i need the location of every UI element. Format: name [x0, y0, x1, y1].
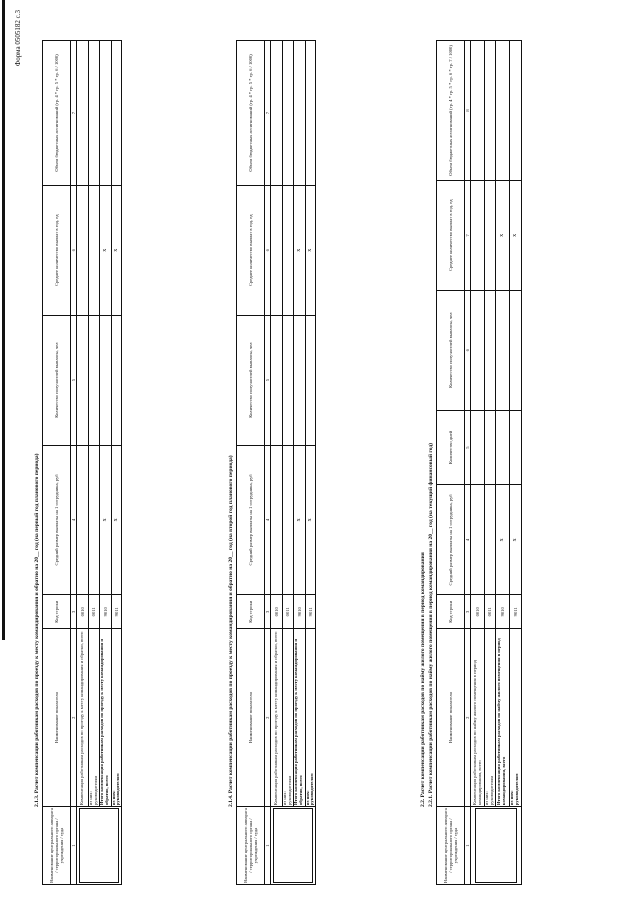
row-label: из них: руководителям — [111, 629, 122, 807]
org-cell[interactable] — [271, 807, 316, 885]
colnum: 7 — [71, 41, 77, 186]
colnum: 3 — [265, 595, 271, 629]
col-header-volume: Объем бюджетных ассигнований (гр. 4 * гр. 5 * гр. 6 / 1000) — [237, 41, 265, 186]
row-code: 0010 — [77, 595, 89, 629]
cell-count[interactable] — [485, 290, 496, 410]
colnum: 5 — [265, 315, 271, 445]
table-row — [89, 41, 100, 885]
cell-avg-per-year[interactable] — [471, 180, 485, 290]
cell-days[interactable] — [471, 410, 485, 485]
cell-volume[interactable] — [111, 41, 122, 186]
cell-count[interactable] — [99, 315, 111, 445]
row-code: 9010 — [293, 595, 305, 629]
col-header-volume: Объем бюджетных ассигнований (гр. 4 * гр. 5 * гр. 6 * гр. 7 / 1000) — [437, 41, 465, 181]
colnum: 4 — [71, 445, 77, 595]
cell-days[interactable] — [509, 410, 521, 485]
cell-volume[interactable] — [485, 41, 496, 181]
cell-volume[interactable] — [293, 41, 305, 186]
row-code: 0011 — [283, 595, 294, 629]
colnum: 1 — [71, 807, 77, 885]
row-label: из них: руководителям — [485, 629, 496, 807]
row-label: Компенсация работникам расходов по найму жилого помещения в период командирования, всего — [471, 629, 485, 807]
col-header-code: Код строки — [437, 595, 465, 629]
section-title-2-2-1: 2.2.1. Расчет компенсации работникам расходов по найму жилого помещения в период командирования на 20__ год (на текущий финансовый год) — [428, 442, 434, 807]
row-code: 9011 — [111, 595, 122, 629]
cell-avg: x — [305, 445, 316, 595]
row-code: 0010 — [271, 595, 283, 629]
col-header-indicator: Наименование показателя — [237, 629, 265, 807]
table-2-1-3 — [42, 40, 122, 885]
table-2-1-4 — [236, 40, 316, 885]
form-number: Форма 0505182 с.3 — [14, 10, 22, 67]
cell-count[interactable] — [293, 315, 305, 445]
cell-avg-per-year: x — [495, 180, 509, 290]
table-row — [283, 41, 294, 885]
col-header-indicator: Наименование показателя — [43, 629, 71, 807]
cell-avg[interactable] — [283, 445, 294, 595]
colnum: 7 — [265, 41, 271, 186]
colnum: 3 — [465, 595, 471, 629]
header-row — [237, 41, 265, 885]
col-header-avg-per-year: Среднее количество выплат в год, ед — [437, 180, 465, 290]
cell-volume[interactable] — [305, 41, 316, 186]
cell-days[interactable] — [495, 410, 509, 485]
cell-avg: x — [111, 445, 122, 595]
cell-avg: x — [293, 445, 305, 595]
colnum: 2 — [265, 629, 271, 807]
cell-count[interactable] — [509, 290, 521, 410]
col-header-volume: Объем бюджетных ассигнований (гр. 4 * гр. 5 * гр. 6 / 1000) — [43, 41, 71, 186]
cell-count[interactable] — [471, 290, 485, 410]
cell-avg: x — [509, 485, 521, 595]
colnum: 5 — [465, 410, 471, 485]
col-header-org: Наименование центрального аппарата / территориального органа / учреждения / суда — [437, 807, 465, 885]
colnum: 2 — [71, 629, 77, 807]
org-cell[interactable] — [471, 807, 522, 885]
colnum: 5 — [71, 315, 77, 445]
cell-count[interactable] — [305, 315, 316, 445]
cell-avg[interactable] — [271, 445, 283, 595]
col-header-org: Наименование центрального аппарата / территориального органа / учреждения / суда — [237, 807, 265, 885]
row-code: 9010 — [495, 595, 509, 629]
colnum: 8 — [465, 41, 471, 181]
cell-avg-per-year: x — [111, 185, 122, 315]
cell-count[interactable] — [271, 315, 283, 445]
colnum: 6 — [265, 185, 271, 315]
row-label: Компенсация работникам расходов по проезду к месту командирования и обратно, всего — [77, 629, 89, 807]
row-code: 0010 — [471, 595, 485, 629]
cell-avg-per-year[interactable] — [89, 185, 100, 315]
row-label: Компенсация работникам расходов по проезду к месту командирования и обратно, всего — [271, 629, 283, 807]
table-row — [509, 41, 521, 885]
col-header-avg-per-year: Среднее количество выплат в год, ед — [237, 185, 265, 315]
colnum: 7 — [465, 180, 471, 290]
cell-avg-per-year[interactable] — [485, 180, 496, 290]
colnum: 4 — [465, 485, 471, 595]
cell-avg-per-year[interactable] — [283, 185, 294, 315]
section-title-2-1-4: 2.1.4. Расчет компенсации работникам расходов по проезду к месту командирования и обратно на 20__ год (на второй год планового периода) — [228, 455, 234, 807]
scan-edge-line — [2, 0, 5, 640]
col-header-avg: Средний размер выплаты на 1 сотрудника, руб — [437, 485, 465, 595]
col-header-avg: Средний размер выплаты на 1 сотрудника, руб — [43, 445, 71, 595]
org-cell[interactable] — [77, 807, 122, 885]
col-header-count: Количество получателей выплаты, чел — [437, 290, 465, 410]
table-2-2-1 — [436, 40, 522, 885]
cell-volume[interactable] — [283, 41, 294, 186]
cell-avg-per-year: x — [99, 185, 111, 315]
cell-avg[interactable] — [77, 445, 89, 595]
cell-avg: x — [99, 445, 111, 595]
table-row — [485, 41, 496, 885]
col-header-count: Количество получателей выплаты, чел — [237, 315, 265, 445]
row-label: Итого компенсация работникам расходов по найму жилого помещения в период командирования, всего — [495, 629, 509, 807]
cell-count[interactable] — [111, 315, 122, 445]
colnum: 3 — [71, 595, 77, 629]
colnum: 1 — [465, 807, 471, 885]
row-label: Итого компенсация работникам расходов по проезду к месту командирования и обратно, всего — [99, 629, 111, 807]
row-label: из них: руководителям — [509, 629, 521, 807]
cell-count[interactable] — [283, 315, 294, 445]
header-row — [437, 41, 465, 885]
cell-days[interactable] — [485, 410, 496, 485]
cell-volume[interactable] — [495, 41, 509, 181]
table-row — [77, 41, 89, 885]
col-header-indicator: Наименование показателя — [437, 629, 465, 807]
cell-avg[interactable] — [471, 485, 485, 595]
row-label: из них: руководителям — [89, 629, 100, 807]
table-row — [293, 41, 305, 885]
cell-volume[interactable] — [89, 41, 100, 186]
cell-count[interactable] — [77, 315, 89, 445]
col-header-avg: Средний размер выплаты на 1 сотрудника, руб — [237, 445, 265, 595]
cell-avg[interactable] — [89, 445, 100, 595]
table-row — [305, 41, 316, 885]
colnum: 1 — [265, 807, 271, 885]
col-header-org: Наименование центрального аппарата / территориального органа / учреждения / суда — [43, 807, 71, 885]
row-code: 9011 — [509, 595, 521, 629]
cell-avg-per-year: x — [509, 180, 521, 290]
cell-avg: x — [495, 485, 509, 595]
colnum: 4 — [265, 445, 271, 595]
row-label: из них: руководителям — [283, 629, 294, 807]
row-code: 9011 — [305, 595, 316, 629]
col-header-avg-per-year: Среднее количество выплат в год, ед — [43, 185, 71, 315]
table-row — [99, 41, 111, 885]
table-row — [111, 41, 122, 885]
colnum: 2 — [465, 629, 471, 807]
col-header-count: Количество получателей выплаты, чел — [43, 315, 71, 445]
cell-avg-per-year: x — [293, 185, 305, 315]
cell-volume[interactable] — [271, 41, 283, 186]
col-header-code: Код строки — [237, 595, 265, 629]
cell-count[interactable] — [89, 315, 100, 445]
cell-avg-per-year[interactable] — [271, 185, 283, 315]
col-header-days: Количество дней — [437, 410, 465, 485]
row-code: 0011 — [485, 595, 496, 629]
row-code: 0011 — [89, 595, 100, 629]
section-title-2-2: 2.2. Расчет компенсации работникам расходов по найму жилого помещения в период командирования — [420, 552, 426, 807]
cell-avg-per-year: x — [305, 185, 316, 315]
row-label: из них: руководителям — [305, 629, 316, 807]
cell-avg[interactable] — [485, 485, 496, 595]
cell-volume[interactable] — [77, 41, 89, 186]
row-label: Итого компенсация работникам расходов по проезду к месту командирования и обратно, всего — [293, 629, 305, 807]
table-row — [471, 41, 485, 885]
colnum: 6 — [71, 185, 77, 315]
cell-volume[interactable] — [509, 41, 521, 181]
section-title-2-1-3: 2.1.3. Расчет компенсации работникам расходов по проезду к месту командирования и обратно на 20__ год (на первый год планового периода) — [34, 453, 40, 807]
row-code: 9010 — [99, 595, 111, 629]
table-row — [271, 41, 283, 885]
colnum: 6 — [465, 290, 471, 410]
cell-volume[interactable] — [471, 41, 485, 181]
col-header-code: Код строки — [43, 595, 71, 629]
header-row — [43, 41, 71, 885]
cell-count[interactable] — [495, 290, 509, 410]
cell-avg-per-year[interactable] — [77, 185, 89, 315]
cell-volume[interactable] — [99, 41, 111, 186]
table-row — [495, 41, 509, 885]
